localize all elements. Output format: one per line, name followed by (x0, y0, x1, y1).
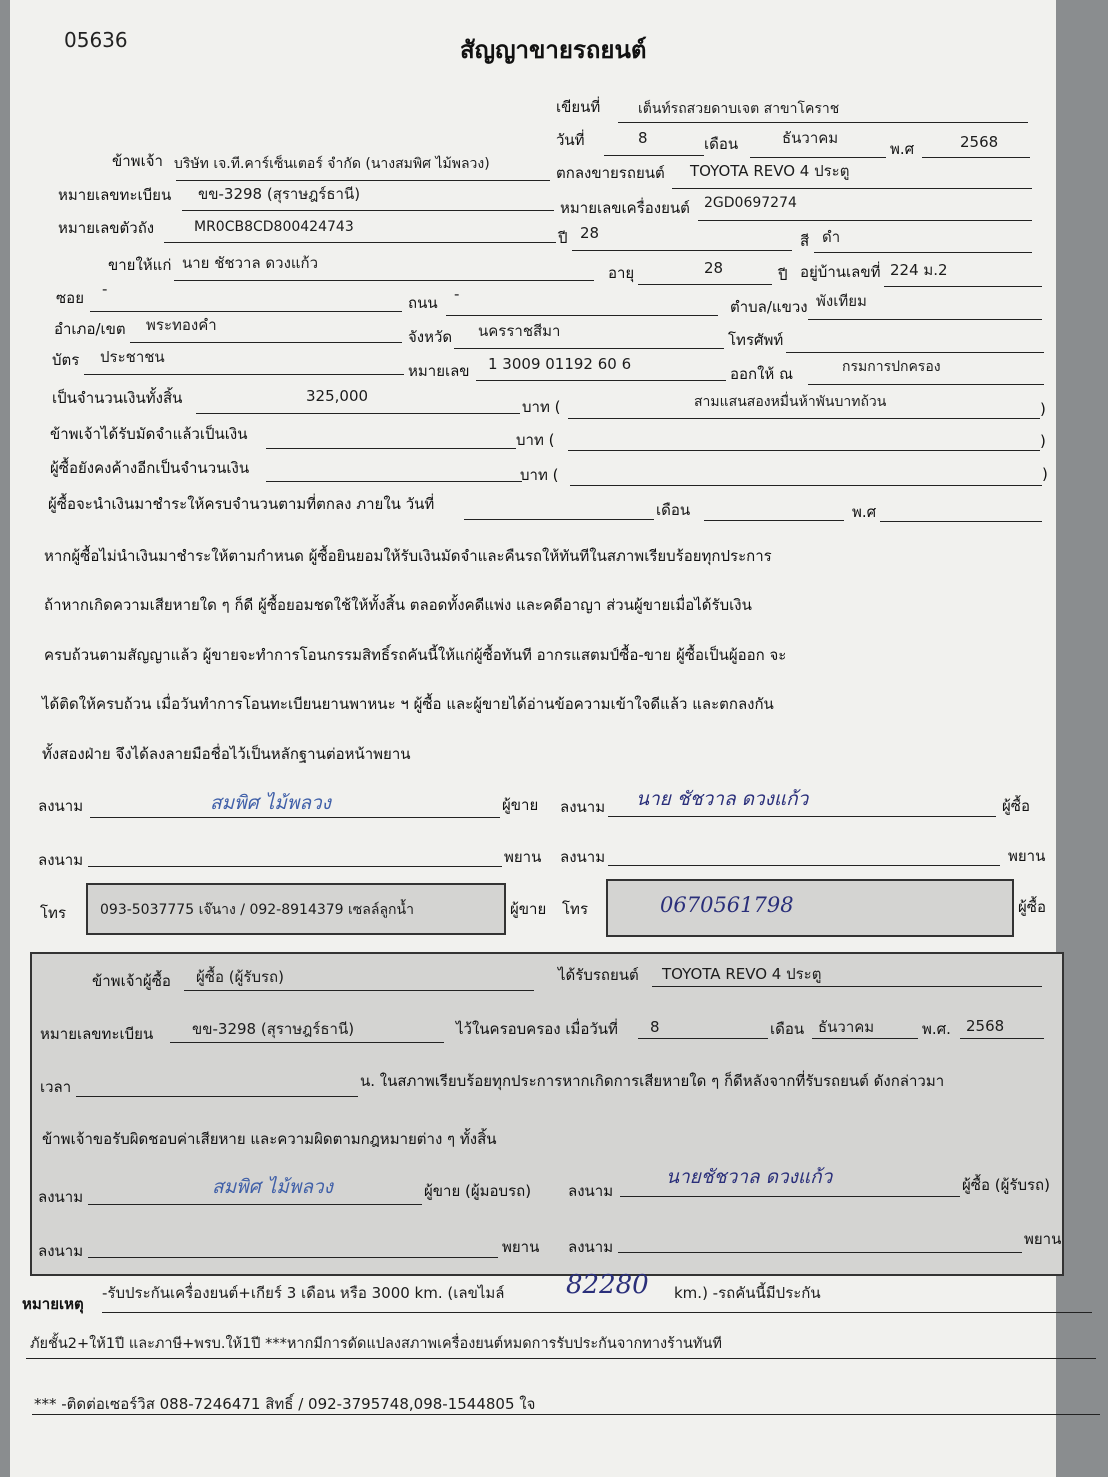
buyer-value: นาย ชัชวาล ดวงแก้ว (182, 254, 319, 272)
agree-sell-label: ตกลงขายรถยนต์ (556, 164, 665, 182)
reg-no-line (182, 210, 554, 211)
chassis-no-line (164, 242, 556, 243)
seller-sign-label: ลงนาม (38, 797, 84, 815)
buyer-age-label: อายุ (608, 264, 635, 282)
receipt-day-line (638, 1038, 768, 1039)
phone-line (786, 352, 1044, 353)
deposit-close: ) (1040, 432, 1046, 450)
card-number-value: 1 3009 01192 60 6 (488, 355, 632, 373)
date-day-line (604, 155, 704, 156)
date-month-value: ธันวาคม (782, 129, 839, 147)
witness1-sign-label: ลงนาม (38, 851, 84, 869)
amount-total-line (196, 413, 520, 414)
buyer-role-label: ผู้ซื้อ (1002, 797, 1030, 815)
note-text-1a: -รับประกันเครื่องยนต์+เกียร์ 3 เดือน หรือ 3000 km. (เลขไมล์ (102, 1284, 505, 1302)
receipt-liability: ข้าพเจ้าขอรับผิดชอบค่าเสียหาย และความผิดตามกฎหมายต่าง ๆ ทั้งสิ้น (42, 1130, 497, 1148)
buyer-age-unit: ปี (778, 266, 788, 284)
receipt-buyer-sign-line (620, 1196, 960, 1197)
receipt-year-value: 2568 (966, 1017, 1005, 1035)
card-number-line (476, 380, 726, 381)
note-line-1 (102, 1312, 1092, 1313)
receipt-witness1-role: พยาน (502, 1238, 540, 1256)
seller-phone-box (86, 883, 506, 935)
receipt-year-line (960, 1038, 1044, 1039)
card-number-label: หมายเลข (408, 362, 470, 380)
receipt-witness1-label: ลงนาม (38, 1242, 84, 1260)
note-line-2 (26, 1358, 1096, 1359)
seller-phone-role: ผู้ขาย (510, 900, 547, 918)
year-model-line (572, 250, 792, 251)
written-at-value: เต็นท์รถสวยดาบเจต สาขาโคราช (638, 101, 840, 117)
receipt-time-suffix: น. ในสภาพเรียบร้อยทุกประการหากเกิดการเสียหายใด ๆ ก็ดีหลังจากที่รับรถยนต์ ดังกล่าวมา (360, 1072, 945, 1090)
buyer-sign-line (608, 816, 996, 817)
phone-label: โทรศัพท์ (728, 331, 784, 349)
terms-line-4: ได้ติดให้ครบถ้วน เมื่อวันทำการโอนทะเบียนยานพาหนะ ฯ ผู้ซื้อ และผู้ขายได้อ่านข้อความเข้าใจดีแล้ว และตกลงกัน (42, 695, 774, 713)
province-line (454, 348, 724, 349)
receipt-year-label: พ.ศ. (922, 1020, 951, 1038)
seller-value: บริษัท เจ.ที.คาร์เซ็นเตอร์ จำกัด (นางสมพิศ ไม้พลวง) (174, 156, 490, 172)
receipt-seller-signature: สมพิศ ไม้พลวง (212, 1176, 333, 1198)
buyer-age-value: 28 (704, 259, 724, 277)
terms-line-2: ถ้าหากเกิดความเสียหายใด ๆ ก็ดี ผู้ซื้อยอมชดใช้ให้ทั้งสิ้น ตลอดทั้งคดีแพ่ง และคดีอาญา ส่วนผู้ขายเมื่อได้รับเงิน (44, 596, 752, 614)
receipt-month-value: ธันวาคม (818, 1018, 875, 1036)
receipt-seller-sign-label: ลงนาม (38, 1188, 84, 1206)
receipt-buyer-label: ข้าพเจ้าผู้ซื้อ (92, 972, 171, 990)
agree-sell-line (672, 188, 1032, 189)
soi-label: ซอย (56, 289, 84, 307)
chassis-no-label: หมายเลขตัวถัง (58, 219, 155, 237)
engine-no-line (698, 220, 1032, 221)
contract-paper (10, 0, 1062, 1477)
receipt-buyer-signature: นายชัชวาล ดวงแก้ว (666, 1166, 833, 1188)
seller-sign-line (90, 817, 500, 818)
province-value: นครราชสีมา (478, 322, 561, 340)
amount-total-baht: บาท ( (522, 398, 561, 416)
subdistrict-label: ตำบล/แขวง (730, 298, 808, 316)
amount-total-value: 325,000 (306, 387, 369, 405)
receipt-buyer-line (184, 990, 534, 991)
buyer-sign-label: ลงนาม (560, 798, 606, 816)
balance-baht: บาท ( (520, 466, 559, 484)
receipt-received-label: ได้รับรถยนต์ (558, 966, 639, 984)
receipt-time-label: เวลา (40, 1078, 72, 1096)
receipt-day-value: 8 (650, 1018, 660, 1036)
card-label: บัตร (52, 351, 80, 369)
buyer-line (174, 280, 594, 281)
terms-line-1: หากผู้ซื้อไม่นำเงินมาชำระให้ตามกำหนด ผู้ซื้อยินยอมให้รับเงินมัดจำและคืนรถให้ทันทีในสภาพเรียบร้อยทุกประการ (44, 547, 772, 565)
receipt-witness2-line (618, 1252, 1022, 1253)
subdistrict-line (808, 319, 1042, 320)
buyer-phone-value: 0670561798 (660, 893, 794, 917)
balance-label: ผู้ซื้อยังคงค้างอีกเป็นจำนวนเงิน (50, 459, 250, 477)
card-line (84, 374, 404, 375)
date-month-label: เดือน (704, 135, 739, 153)
pay-within-label: ผู้ซื้อจะนำเงินมาชำระให้ครบจำนวนตามที่ตกลง ภายใน วันที่ (48, 495, 435, 513)
buyer-age-line (638, 284, 772, 285)
receipt-reg-line (170, 1042, 444, 1043)
subdistrict-value: พังเทียม (816, 292, 867, 310)
amount-total-label: เป็นจำนวนเงินทั้งสิ้น (52, 389, 183, 407)
document-title: สัญญาขายรถยนต์ (460, 36, 647, 64)
balance-close: ) (1042, 465, 1048, 483)
receipt-month-label: เดือน (770, 1020, 805, 1038)
pay-within-year-line (880, 521, 1042, 522)
receipt-possession-label: ไว้ในครอบครอง เมื่อวันที่ (456, 1020, 618, 1038)
receipt-time-line (76, 1096, 358, 1097)
buyer-signature: นาย ชัชวาล ดวงแก้ว (636, 788, 809, 810)
terms-line-3: ครบถ้วนตามสัญญาแล้ว ผู้ขายจะทำการโอนกรรมสิทธิ์รถคันนี้ให้แก่ผู้ซื้อทันที อากรแสตมป์ซื้อ-ขาย ผู้ซื้อเป็นผู้ออก จะ (44, 646, 787, 664)
year-model-label: ปี (558, 229, 568, 247)
card-issued-value: กรมการปกครอง (842, 359, 941, 375)
deposit-label: ข้าพเจ้าได้รับมัดจำแล้วเป็นเงิน (50, 425, 248, 443)
seller-label: ข้าพเจ้า (112, 152, 163, 170)
pay-within-day-line (464, 519, 654, 520)
amount-total-words: สามแสนสองหมื่นห้าพันบาทถ้วน (694, 394, 887, 410)
color-value: ดำ (822, 228, 841, 246)
date-month-line (750, 157, 886, 158)
note-text-1b: km.) -รถคันนี้มีประกัน (674, 1284, 821, 1302)
color-label: สี (800, 232, 810, 250)
soi-line (90, 311, 402, 312)
card-issued-label: ออกให้ ณ (730, 365, 793, 383)
receipt-buyer-role: ผู้ซื้อ (ผู้รับรถ) (962, 1176, 1050, 1194)
agree-sell-value: TOYOTA REVO 4 ประตู (690, 162, 850, 180)
balance-words-line (570, 485, 1042, 486)
receipt-buyer-sign-label: ลงนาม (568, 1182, 614, 1200)
buyer-phone-label: โทร (562, 900, 589, 918)
buyer-address-value: 224 ม.2 (890, 261, 948, 279)
note-text-3: *** -ติดต่อเซอร์วิส 088-7246471 สิทธิ์ / 092-3795748,098-1544805 ใจ (34, 1395, 536, 1413)
receipt-reg-value: ขข-3298 (สุราษฎร์ธานี) (192, 1020, 355, 1038)
receipt-car-value: TOYOTA REVO 4 ประตู (662, 965, 822, 983)
receipt-witness2-role: พยาน (1024, 1230, 1062, 1248)
note-mileage: 82280 (566, 1270, 649, 1300)
road-line (446, 315, 718, 316)
card-issued-line (808, 384, 1044, 385)
doc-number: 05636 (64, 28, 128, 52)
note-text-2: ภัยชั้น2+ให้1ปี และภาษี+พรบ.ให้1ปี ***หากมีการดัดแปลงสภาพเครื่องยนต์หมดการรับประกันจากทางร้านทันที (30, 1336, 722, 1352)
witness1-role-label: พยาน (504, 848, 542, 866)
buyer-phone-box (606, 879, 1014, 937)
province-label: จังหวัด (408, 328, 453, 346)
reg-no-value: ขข-3298 (สุราษฎร์ธานี) (198, 185, 361, 203)
amount-total-close: ) (1040, 400, 1046, 418)
seller-signature: สมพิศ ไม้พลวง (210, 792, 331, 814)
receipt-buyer-value: ผู้ซื้อ (ผู้รับรถ) (196, 968, 284, 986)
date-year-label: พ.ศ (890, 140, 915, 158)
reg-no-label: หมายเลขทะเบียน (58, 186, 172, 204)
seller-phone-value: 093-5037775 เจ๊นาง / 092-8914379 เซลล์ลูกน้ำ (100, 902, 414, 918)
date-day-value: 8 (638, 129, 648, 147)
written-at-line (618, 122, 1028, 123)
receipt-seller-sign-line (88, 1204, 422, 1205)
note-line-3 (32, 1414, 1100, 1415)
date-year-value: 2568 (960, 133, 999, 151)
terms-line-5: ทั้งสองฝ่าย จึงได้ลงลายมือชื่อไว้เป็นหลักฐานต่อหน้าพยาน (42, 745, 411, 763)
engine-no-label: หมายเลขเครื่องยนต์ (560, 199, 690, 217)
receipt-witness2-label: ลงนาม (568, 1238, 614, 1256)
year-model-value: 28 (580, 224, 600, 242)
buyer-phone-role: ผู้ซื้อ (1018, 898, 1046, 916)
amount-words-line (568, 418, 1040, 419)
seller-role-label: ผู้ขาย (502, 796, 539, 814)
deposit-line (266, 448, 516, 449)
receipt-car-line (652, 986, 1042, 987)
date-year-line (922, 157, 1030, 158)
pay-within-month-label: เดือน (656, 501, 691, 519)
written-at-label: เขียนที่ (556, 98, 601, 116)
district-label: อำเภอ/เขต (54, 320, 126, 338)
buyer-label: ขายให้แก่ (108, 256, 172, 274)
seller-phone-label: โทร (40, 904, 67, 922)
seller-line (176, 180, 550, 181)
note-label: หมายเหตุ (22, 1295, 84, 1313)
receipt-reg-label: หมายเลขทะเบียน (40, 1025, 154, 1043)
receipt-section (30, 952, 1064, 1276)
witness2-role-label: พยาน (1008, 847, 1046, 865)
road-value: - (454, 285, 460, 303)
soi-value: - (102, 280, 108, 298)
date-day-label: วันที่ (556, 131, 585, 149)
pay-within-month-line (704, 520, 844, 521)
road-label: ถนน (408, 294, 438, 312)
chassis-no-value: MR0CB8CD800424743 (194, 219, 354, 235)
deposit-words-line (568, 450, 1040, 451)
receipt-month-line (812, 1038, 918, 1039)
deposit-baht: บาท ( (516, 431, 555, 449)
witness1-sign-line (88, 866, 502, 867)
receipt-witness1-line (88, 1257, 498, 1258)
district-line (130, 342, 402, 343)
pay-within-year-label: พ.ศ (852, 503, 877, 521)
buyer-address-line (884, 286, 1042, 287)
engine-no-value: 2GD0697274 (704, 195, 797, 211)
color-line (814, 252, 1032, 253)
receipt-seller-role: ผู้ขาย (ผู้มอบรถ) (424, 1182, 532, 1200)
card-value: ประชาชน (100, 348, 165, 366)
buyer-address-label: อยู่บ้านเลขที่ (800, 263, 881, 281)
district-value: พระทองคำ (146, 316, 217, 334)
witness2-sign-line (608, 865, 1000, 866)
witness2-sign-label: ลงนาม (560, 848, 606, 866)
balance-line (266, 481, 522, 482)
